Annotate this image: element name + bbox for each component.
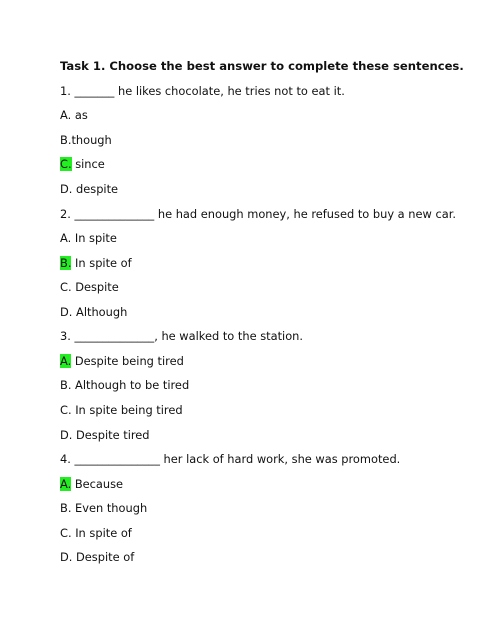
option-letter: B. (60, 501, 72, 515)
option-letter: D. (60, 305, 73, 319)
option-text: In spite of (71, 526, 132, 540)
option-letter: A. (60, 231, 72, 245)
option-letter: C. (60, 526, 72, 540)
q3-option-b (60, 377, 189, 393)
option-text: Despite tired (72, 428, 150, 442)
option-letter: C. (60, 280, 72, 294)
option-letter: D. (60, 428, 73, 442)
option-text: In spite being tired (71, 403, 183, 417)
q2-option-b (60, 255, 132, 271)
q3-option-a (60, 353, 184, 369)
option-text: Even though (71, 501, 148, 515)
q1-option-d (60, 181, 118, 197)
option-letter: B. (60, 133, 72, 147)
q1-option-b (60, 132, 112, 148)
question-3-stem: 3. ______________, he walked to the station. (60, 329, 304, 343)
answer-highlight: B. (60, 256, 72, 270)
question-1-stem: 1. _______ he likes chocolate, he tries not to eat it. (60, 84, 345, 98)
option-text: since (71, 157, 105, 171)
option-text: Because (71, 477, 124, 491)
option-letter: D. (60, 182, 73, 196)
option-letter: A. (60, 108, 72, 122)
task-title: Task 1. Choose the best answer to complete these sentences. (60, 59, 464, 73)
option-letter: B. (60, 378, 72, 392)
option-text: Despite of (72, 550, 135, 564)
option-letter: D. (60, 550, 73, 564)
answer-highlight: C. (60, 157, 72, 171)
question-2-stem: 2. ______________ he had enough money, he refused to buy a new car. (60, 207, 456, 221)
q1-option-c (60, 156, 105, 172)
answer-highlight: A. (60, 477, 72, 491)
option-text: though (71, 133, 112, 147)
q2-option-d (60, 304, 127, 320)
q3-option-c (60, 402, 183, 418)
option-text: Although (72, 305, 128, 319)
option-text: Although to be tired (71, 378, 190, 392)
option-text: In spite of (71, 256, 132, 270)
q4-option-d (60, 549, 134, 565)
option-text: Despite (71, 280, 119, 294)
option-text: In spite (71, 231, 117, 245)
option-text: as (71, 108, 88, 122)
q1-option-a (60, 107, 88, 123)
option-text: Despite being tired (71, 354, 184, 368)
q4-option-c (60, 525, 132, 541)
option-text: despite (72, 182, 119, 196)
option-letter: C. (60, 403, 72, 417)
answer-highlight: A. (60, 354, 72, 368)
q4-option-b (60, 500, 147, 516)
q3-option-d (60, 427, 150, 443)
q4-option-a (60, 476, 123, 492)
question-4-stem: 4. _______________ her lack of hard work, she was promoted. (60, 452, 401, 466)
q2-option-a (60, 230, 117, 246)
q2-option-c (60, 279, 119, 295)
